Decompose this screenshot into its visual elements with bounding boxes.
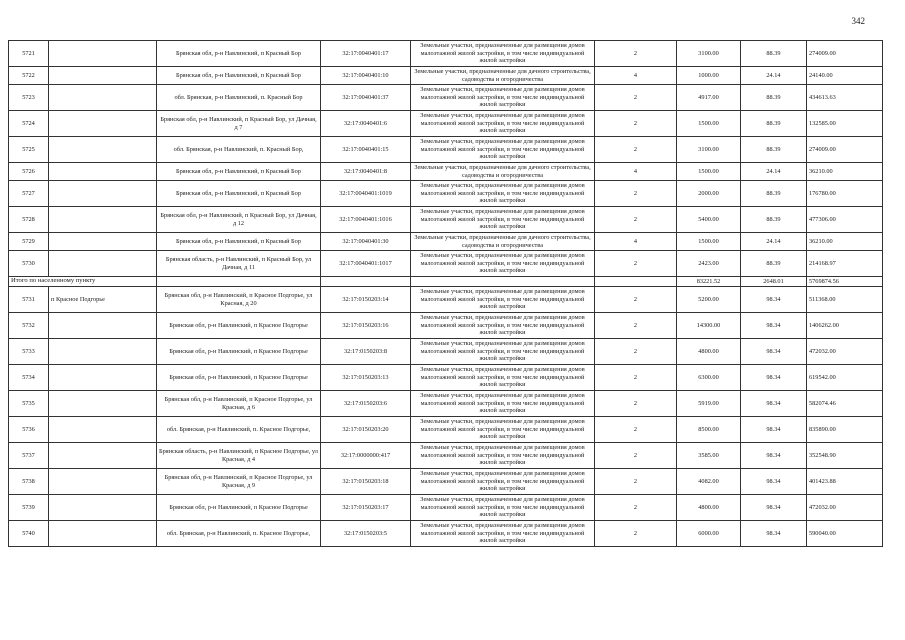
cell-cat: 2	[595, 495, 677, 521]
cell-price: 98.34	[741, 391, 807, 417]
cell-use: Земельные участки, предназначенные для размещения домов малоэтажной жилой застройки, в том числе индивидуальной жилой застройки	[411, 287, 595, 313]
cell-cad: 32:17:0040401:17	[321, 41, 411, 67]
cell-value: 619542.00	[807, 365, 883, 391]
cell-num: 5722	[9, 67, 49, 85]
cell-area: 4800.00	[677, 339, 741, 365]
cell-value: 176780.00	[807, 181, 883, 207]
cell-use: Земельные участки, предназначенные для размещения домов малоэтажной жилой застройки, в том числе индивидуальной жилой застройки	[411, 495, 595, 521]
table-row	[9, 251, 883, 277]
table-row	[9, 417, 883, 443]
cell-price: 88.39	[741, 181, 807, 207]
cell-cat: 2	[595, 391, 677, 417]
cell-price: 88.39	[741, 111, 807, 137]
table-row	[9, 233, 883, 251]
cell-loc	[49, 67, 157, 85]
cell-cat: 4	[595, 163, 677, 181]
cell-price: 88.39	[741, 85, 807, 111]
table-row	[9, 313, 883, 339]
table-row	[9, 163, 883, 181]
cell-value: 590040.00	[807, 521, 883, 547]
table-row	[9, 111, 883, 137]
cell-cad: 32:17:0040401:6	[321, 111, 411, 137]
cell-use: Земельные участки, предназначенные для дачного строительства, садоводства и огородничества	[411, 233, 595, 251]
cell-price: 98.34	[741, 287, 807, 313]
cell-price: 88.39	[741, 41, 807, 67]
summary-row	[9, 277, 883, 287]
cell-value: 511368.00	[807, 287, 883, 313]
cell-cat: 2	[595, 365, 677, 391]
cell-cad: 32:17:0040401:15	[321, 137, 411, 163]
cell-value: 36210.00	[807, 163, 883, 181]
cell-cat: 2	[595, 469, 677, 495]
table-row	[9, 391, 883, 417]
summary-value: 5769874.56	[807, 277, 883, 287]
cell-num: 5726	[9, 163, 49, 181]
cell-value: 401423.88	[807, 469, 883, 495]
cell-area: 1500.00	[677, 111, 741, 137]
cell-value: 24140.00	[807, 67, 883, 85]
cell-num: 5723	[9, 85, 49, 111]
cell-use: Земельные участки, предназначенные для дачного строительства, садоводства и огородничества	[411, 67, 595, 85]
cell-area: 6000.00	[677, 521, 741, 547]
cell-loc	[49, 181, 157, 207]
cell-price: 88.39	[741, 251, 807, 277]
cell-loc	[49, 417, 157, 443]
cell-use: Земельные участки, предназначенные для дачного строительства, садоводства и огородничества	[411, 163, 595, 181]
cell-price: 24.14	[741, 233, 807, 251]
cell-use: Земельные участки, предназначенные для размещения домов малоэтажной жилой застройки, в том числе индивидуальной жилой застройки	[411, 469, 595, 495]
cell-addr: Брянская обл, р-н Навлинский, п Красное Подгорье	[157, 365, 321, 391]
cell-value: 477306.00	[807, 207, 883, 233]
cell-use: Земельные участки, предназначенные для размещения домов малоэтажной жилой застройки, в том числе индивидуальной жилой застройки	[411, 391, 595, 417]
cell-area: 14300.00	[677, 313, 741, 339]
table-row	[9, 443, 883, 469]
cell-loc	[49, 495, 157, 521]
cell-addr: Брянская обл, р-н Навлинский, п Красное Подгорье	[157, 313, 321, 339]
cell-price: 98.34	[741, 469, 807, 495]
cell-value: 1406262.00	[807, 313, 883, 339]
table-row	[9, 365, 883, 391]
cell-num: 5728	[9, 207, 49, 233]
cell-cat: 4	[595, 67, 677, 85]
cell-addr: Брянская обл, р-н Навлинский, п Красное Подгорье	[157, 339, 321, 365]
cell-use: Земельные участки, предназначенные для размещения домов малоэтажной жилой застройки, в том числе индивидуальной жилой застройки	[411, 443, 595, 469]
cell-value: 36210.00	[807, 233, 883, 251]
cell-area: 5400.00	[677, 207, 741, 233]
table-row	[9, 207, 883, 233]
table-row	[9, 41, 883, 67]
cell-use: Земельные участки, предназначенные для размещения домов малоэтажной жилой застройки, в том числе индивидуальной жилой застройки	[411, 111, 595, 137]
cell-num: 5721	[9, 41, 49, 67]
table-row	[9, 469, 883, 495]
cell-use: Земельные участки, предназначенные для размещения домов малоэтажной жилой застройки, в том числе индивидуальной жилой застройки	[411, 417, 595, 443]
cell-price: 88.39	[741, 137, 807, 163]
cell-num: 5729	[9, 233, 49, 251]
page-number: 342	[851, 16, 865, 26]
cell-cat: 2	[595, 207, 677, 233]
cell-num: 5738	[9, 469, 49, 495]
cell-cad: 32:17:0040401:1016	[321, 207, 411, 233]
cell-area: 1500.00	[677, 163, 741, 181]
cell-value: 434613.63	[807, 85, 883, 111]
table-row	[9, 287, 883, 313]
cell-use: Земельные участки, предназначенные для размещения домов малоэтажной жилой застройки, в том числе индивидуальной жилой застройки	[411, 85, 595, 111]
cell-num: 5736	[9, 417, 49, 443]
cell-num: 5735	[9, 391, 49, 417]
cell-cat: 2	[595, 181, 677, 207]
cell-num: 5739	[9, 495, 49, 521]
cell-area: 4917.00	[677, 85, 741, 111]
cell-loc	[49, 251, 157, 277]
cell-loc	[49, 443, 157, 469]
cell-price: 98.34	[741, 495, 807, 521]
cell-price: 24.14	[741, 67, 807, 85]
cell-use: Земельные участки, предназначенные для размещения домов малоэтажной жилой застройки, в том числе индивидуальной жилой застройки	[411, 365, 595, 391]
cell-loc	[49, 111, 157, 137]
cell-value: 472032.00	[807, 339, 883, 365]
cell-loc	[49, 207, 157, 233]
summary-price: 2648.01	[741, 277, 807, 287]
cell-area: 3585.00	[677, 443, 741, 469]
cell-loc: п Красное Подгорье	[49, 287, 157, 313]
cell-loc	[49, 521, 157, 547]
cell-cad: 32:17:0040401:10	[321, 67, 411, 85]
cell-addr: Брянская область, р-н Навлинский, п Красный Бор, ул Дачная, д 11	[157, 251, 321, 277]
cell-addr: Брянская обл, р-н Навлинский, п Красное Подгорье, ул Красная, д 9	[157, 469, 321, 495]
cell-price: 98.34	[741, 417, 807, 443]
cell-price: 24.14	[741, 163, 807, 181]
cell-area: 2423.00	[677, 251, 741, 277]
cell-use: Земельные участки, предназначенные для размещения домов малоэтажной жилой застройки, в том числе индивидуальной жилой застройки	[411, 207, 595, 233]
cell-price: 98.34	[741, 365, 807, 391]
cell-cad: 32:17:0150203:17	[321, 495, 411, 521]
cell-num: 5730	[9, 251, 49, 277]
cell-cat: 2	[595, 137, 677, 163]
cell-value: 472032.00	[807, 495, 883, 521]
cell-num: 5734	[9, 365, 49, 391]
cell-cat: 2	[595, 417, 677, 443]
cell-cad: 32:17:0040401:37	[321, 85, 411, 111]
cell-cat: 2	[595, 521, 677, 547]
cell-loc	[49, 313, 157, 339]
cell-loc	[49, 391, 157, 417]
table-row	[9, 495, 883, 521]
cell-addr: Брянская обл, р-н Навлинский, п Красное Подгорье, ул Красная, д 6	[157, 391, 321, 417]
cell-cad: 32:17:0040401:1019	[321, 181, 411, 207]
cell-cad: 32:17:0150203:18	[321, 469, 411, 495]
cell-area: 3100.00	[677, 41, 741, 67]
summary-area: 83221.52	[677, 277, 741, 287]
cell-cad: 32:17:0040401:1017	[321, 251, 411, 277]
cell-price: 98.34	[741, 443, 807, 469]
cadastral-table	[8, 40, 883, 547]
cell-cad: 32:17:0040401:8	[321, 163, 411, 181]
cell-cad: 32:17:0150203:6	[321, 391, 411, 417]
cell-addr: Брянская обл, р-н Навлинский, п Красный Бор, ул Дачная, д 12	[157, 207, 321, 233]
cell-num: 5727	[9, 181, 49, 207]
cell-use: Земельные участки, предназначенные для размещения домов малоэтажной жилой застройки, в том числе индивидуальной жилой застройки	[411, 339, 595, 365]
cell-loc	[49, 41, 157, 67]
cell-cad: 32:17:0000000:417	[321, 443, 411, 469]
table-row	[9, 339, 883, 365]
cell-loc	[49, 339, 157, 365]
cell-cad: 32:17:0040401:30	[321, 233, 411, 251]
cell-addr: Брянская обл, р-н Навлинский, п Красный Бор	[157, 41, 321, 67]
cell-loc	[49, 365, 157, 391]
empty-cell	[157, 277, 321, 287]
cell-value: 274009.00	[807, 137, 883, 163]
cell-value: 132585.00	[807, 111, 883, 137]
cell-cat: 2	[595, 111, 677, 137]
cell-addr: обл. Брянская, р-н Навлинский, п. Красное Подгорье,	[157, 521, 321, 547]
cell-loc	[49, 469, 157, 495]
cell-value: 274009.00	[807, 41, 883, 67]
cell-use: Земельные участки, предназначенные для размещения домов малоэтажной жилой застройки, в том числе индивидуальной жилой застройки	[411, 251, 595, 277]
summary-label: Итого по населенному пункту	[9, 277, 157, 287]
empty-cell	[321, 277, 411, 287]
cell-loc	[49, 137, 157, 163]
cell-addr: обл. Брянская, р-н Навлинский, п. Красный Бор	[157, 85, 321, 111]
cell-area: 6300.00	[677, 365, 741, 391]
empty-cell	[595, 277, 677, 287]
cell-use: Земельные участки, предназначенные для размещения домов малоэтажной жилой застройки, в том числе индивидуальной жилой застройки	[411, 181, 595, 207]
cell-value: 352548.90	[807, 443, 883, 469]
cell-area: 2000.00	[677, 181, 741, 207]
table-body	[9, 41, 883, 547]
cell-num: 5731	[9, 287, 49, 313]
cell-cat: 2	[595, 443, 677, 469]
cell-cad: 32:17:0150203:13	[321, 365, 411, 391]
cell-use: Земельные участки, предназначенные для размещения домов малоэтажной жилой застройки, в том числе индивидуальной жилой застройки	[411, 41, 595, 67]
cell-area: 1500.00	[677, 233, 741, 251]
cell-cad: 32:17:0150203:16	[321, 313, 411, 339]
cell-area: 8500.00	[677, 417, 741, 443]
cell-loc	[49, 233, 157, 251]
cell-addr: Брянская обл, р-н Навлинский, п Красное Подгорье	[157, 495, 321, 521]
cell-value: 835890.00	[807, 417, 883, 443]
cell-num: 5724	[9, 111, 49, 137]
cell-area: 1000.00	[677, 67, 741, 85]
table-row	[9, 521, 883, 547]
empty-cell	[411, 277, 595, 287]
cell-price: 98.34	[741, 339, 807, 365]
cell-price: 98.34	[741, 313, 807, 339]
cell-value: 582074.46	[807, 391, 883, 417]
table-row	[9, 67, 883, 85]
cell-addr: Брянская область, р-н Навлинский, п Красное Подгорье, ул Красная, д 4	[157, 443, 321, 469]
cell-cad: 32:17:0150203:14	[321, 287, 411, 313]
table-row	[9, 137, 883, 163]
cell-addr: Брянская обл, р-н Навлинский, п Красный Бор, ул Дачная, д 7	[157, 111, 321, 137]
cell-addr: Брянская обл, р-н Навлинский, п Красный Бор	[157, 67, 321, 85]
cell-area: 4082.00	[677, 469, 741, 495]
cell-use: Земельные участки, предназначенные для размещения домов малоэтажной жилой застройки, в том числе индивидуальной жилой застройки	[411, 313, 595, 339]
cell-num: 5732	[9, 313, 49, 339]
cell-cad: 32:17:0150203:5	[321, 521, 411, 547]
cell-loc	[49, 85, 157, 111]
cell-addr: Брянская обл, р-н Навлинский, п Красное Подгорье, ул Красная, д 20	[157, 287, 321, 313]
cell-cad: 32:17:0150203:20	[321, 417, 411, 443]
cell-area: 5200.00	[677, 287, 741, 313]
cell-cat: 4	[595, 233, 677, 251]
cell-addr: обл. Брянская, р-н Навлинский, п. Красное Подгорье,	[157, 417, 321, 443]
cell-cat: 2	[595, 41, 677, 67]
cell-area: 4800.00	[677, 495, 741, 521]
cell-addr: Брянская обл, р-н Навлинский, п Красный Бор	[157, 233, 321, 251]
cell-num: 5733	[9, 339, 49, 365]
cell-use: Земельные участки, предназначенные для размещения домов малоэтажной жилой застройки, в том числе индивидуальной жилой застройки	[411, 521, 595, 547]
cell-addr: Брянская обл, р-н Навлинский, п Красный Бор	[157, 163, 321, 181]
cell-num: 5740	[9, 521, 49, 547]
cell-use: Земельные участки, предназначенные для размещения домов малоэтажной жилой застройки, в том числе индивидуальной жилой застройки	[411, 137, 595, 163]
cell-value: 214168.97	[807, 251, 883, 277]
cell-num: 5725	[9, 137, 49, 163]
cell-price: 88.39	[741, 207, 807, 233]
cell-cat: 2	[595, 251, 677, 277]
cell-cat: 2	[595, 313, 677, 339]
table-row	[9, 181, 883, 207]
cell-cat: 2	[595, 85, 677, 111]
cell-area: 3100.00	[677, 137, 741, 163]
cell-loc	[49, 163, 157, 181]
cell-area: 5919.00	[677, 391, 741, 417]
cell-cat: 2	[595, 339, 677, 365]
cell-price: 98.34	[741, 521, 807, 547]
cell-cad: 32:17:0150203:8	[321, 339, 411, 365]
cell-addr: обл. Брянская, р-н Навлинский, п. Красный Бор,	[157, 137, 321, 163]
cell-cat: 2	[595, 287, 677, 313]
table-row	[9, 85, 883, 111]
cell-addr: Брянская обл, р-н Навлинский, п Красный Бор	[157, 181, 321, 207]
cell-num: 5737	[9, 443, 49, 469]
